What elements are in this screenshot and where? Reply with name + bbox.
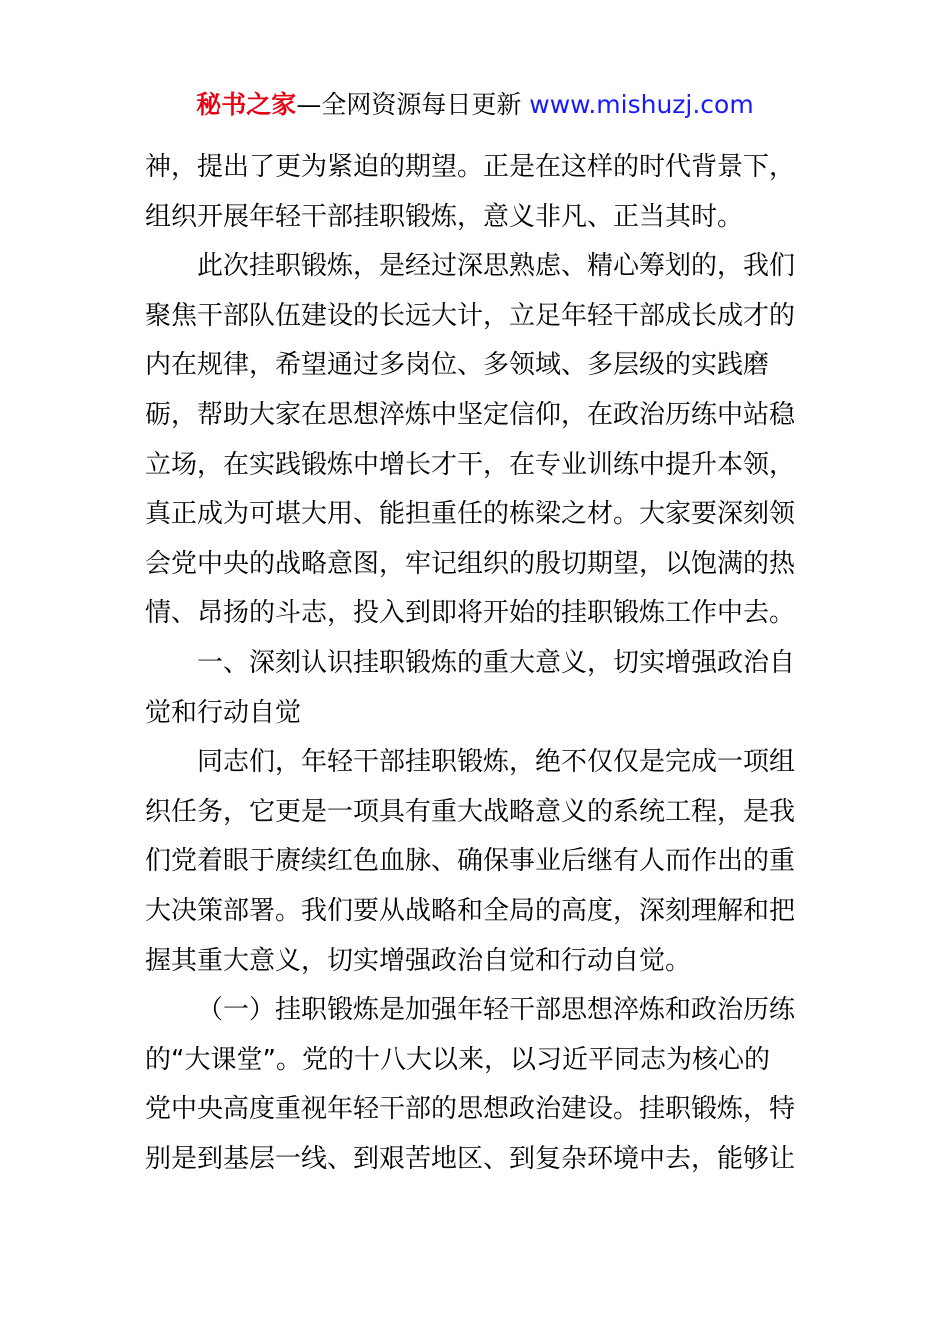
text-line: 立场，在实践锻炼中增长才干，在专业训练中提升本领，: [145, 449, 796, 480]
text-line: 真正成为可堪大用、能担重任的栋梁之材。大家要深刻领: [145, 499, 796, 530]
text-line: 织任务，它更是一项具有重大战略意义的系统工程，是我: [145, 796, 796, 827]
text-line: 情、昂扬的斗志，投入到即将开始的挂职锻炼工作中去。: [145, 598, 796, 629]
paragraph-start-line: 同志们，年轻干部挂职锻炼，绝不仅仅是完成一项组: [197, 747, 796, 778]
text-line: 党中央高度重视年轻干部的思想政治建设。挂职锻炼，特: [145, 1094, 796, 1125]
subsection-start-line: （一）挂职锻炼是加强年轻干部思想淬炼和政治历练: [197, 995, 796, 1026]
text-line: 别是到基层一线、到艰苦地区、到复杂环境中去，能够让: [145, 1143, 796, 1174]
text-line: 的“大课堂”。党的十八大以来，以习近平同志为核心的: [145, 1044, 770, 1075]
section-heading-line: 觉和行动自觉: [145, 697, 302, 728]
text-line: 组织开展年轻干部挂职锻炼，意义非凡、正当其时。: [145, 201, 744, 232]
text-line: 握其重大意义，切实增强政治自觉和行动自觉。: [145, 945, 692, 976]
header-tagline: 全网资源每日更新: [321, 90, 522, 119]
site-url-link[interactable]: www.mishuzj.com: [529, 90, 754, 119]
paragraph-start-line: 此次挂职锻炼，是经过深思熟虑、精心筹划的，我们: [197, 251, 796, 282]
text-line: 内在规律，希望通过多岗位、多领域、多层级的实践磨: [145, 350, 770, 381]
text-line: 大决策部署。我们要从战略和全局的高度，深刻理解和把: [145, 895, 796, 926]
page-header: [0, 88, 950, 122]
document-body: [145, 143, 810, 1184]
text-line: 们党着眼于赓续红色血脉、确保事业后继有人而作出的重: [145, 846, 796, 877]
brand-name: 秘书之家: [196, 90, 297, 119]
text-line: 聚焦干部队伍建设的长远大计，立足年轻干部成长成才的: [145, 300, 796, 331]
text-line: 会党中央的战略意图，牢记组织的殷切期望，以饱满的热: [145, 548, 796, 579]
header-dash: —: [296, 90, 322, 119]
text-line: 神，提出了更为紧迫的期望。正是在这样的时代背景下，: [145, 152, 796, 182]
text-line: 砺，帮助大家在思想淬炼中坚定信仰，在政治历练中站稳: [145, 399, 796, 430]
section-heading-line: 一、深刻认识挂职锻炼的重大意义，切实增强政治自: [197, 647, 796, 678]
